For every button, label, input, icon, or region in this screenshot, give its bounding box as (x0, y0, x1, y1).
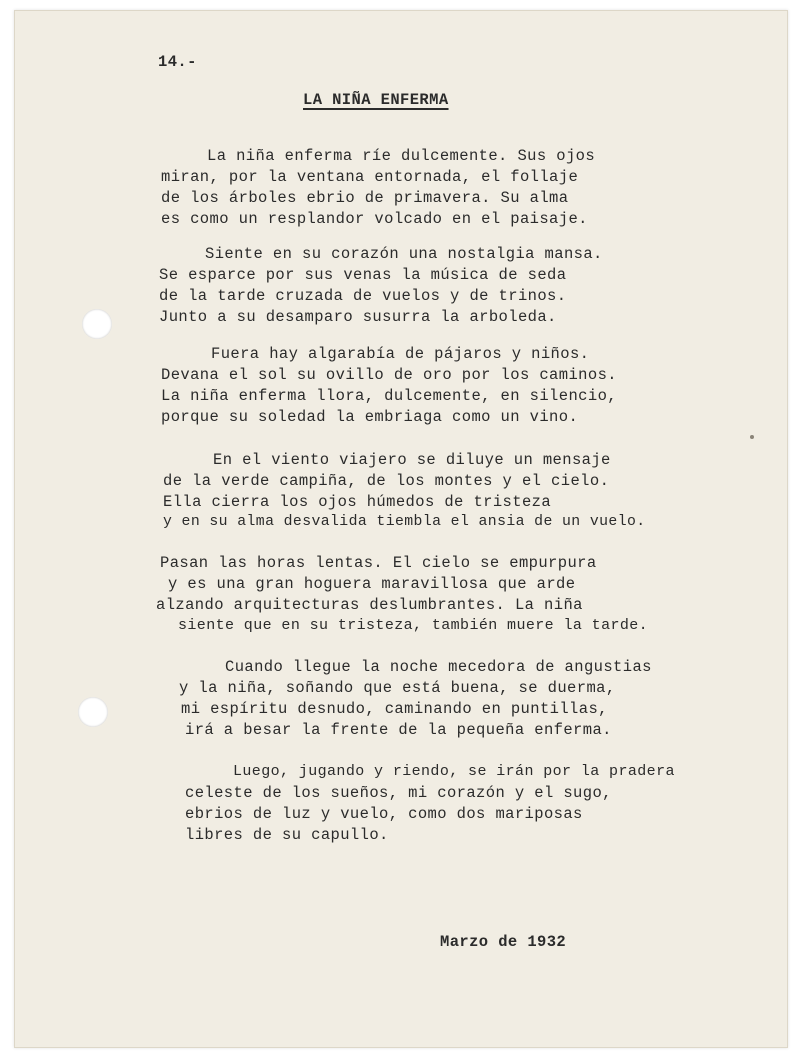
poem-line: de la verde campiña, de los montes y el cielo. (163, 472, 610, 490)
poem-line: ebrios de luz y vuelo, como dos mariposas (185, 805, 583, 823)
poem-line: celeste de los sueños, mi corazón y el sugo, (185, 784, 612, 802)
poem-line: Se esparce por sus venas la música de seda (159, 266, 567, 284)
poem-line: de los árboles ebrio de primavera. Su alma (161, 189, 569, 207)
poem-line: irá a besar la frente de la pequeña enferma. (185, 721, 612, 739)
poem-line: siente que en su tristeza, también muere la tarde. (178, 617, 649, 634)
poem-line: Junto a su desamparo susurra la arboleda. (159, 308, 557, 326)
poem-line: porque su soledad la embriaga como un vino. (161, 408, 579, 426)
poem-line: miran, por la ventana entornada, el follaje (161, 168, 579, 186)
poem-line: Luego, jugando y riendo, se irán por la pradera (233, 763, 675, 780)
poem-line: mi espíritu desnudo, caminando en puntillas, (181, 700, 608, 718)
poem-line: Fuera hay algarabía de pájaros y niños. (211, 345, 590, 363)
page-number: 14.- (158, 53, 197, 71)
punch-hole-bottom (78, 697, 108, 727)
poem-line: y en su alma desvalida tiembla el ansia de un vuelo. (163, 514, 646, 530)
poem-line: y la niña, soñando que está buena, se duerma, (179, 679, 616, 697)
poem-line: En el viento viajero se diluye un mensaje (213, 451, 611, 469)
poem-line: La niña enferma ríe dulcemente. Sus ojos (207, 147, 596, 165)
poem-line: Siente en su corazón una nostalgia mansa. (205, 245, 603, 263)
poem-date: Marzo de 1932 (440, 933, 567, 951)
poem-line: La niña enferma llora, dulcemente, en silencio, (161, 387, 617, 405)
poem-line: alzando arquitecturas deslumbrantes. La niña (156, 596, 583, 614)
ink-speck (750, 435, 754, 439)
poem-line: libres de su capullo. (185, 826, 389, 844)
poem-line: es como un resplandor volcado en el paisaje. (161, 210, 588, 228)
poem-line: Cuando llegue la noche mecedora de angustias (225, 658, 652, 676)
poem-line: Ella cierra los ojos húmedos de tristeza (163, 493, 552, 511)
poem-title: LA NIÑA ENFERMA (303, 91, 449, 109)
poem-line: y es una gran hoguera maravillosa que arde (168, 575, 576, 593)
poem-line: de la tarde cruzada de vuelos y de trinos. (159, 287, 567, 305)
poem-line: Devana el sol su ovillo de oro por los caminos. (161, 366, 617, 384)
typewritten-page (14, 10, 788, 1048)
punch-hole-top (82, 309, 112, 339)
poem-line: Pasan las horas lentas. El cielo se empurpura (160, 554, 597, 572)
